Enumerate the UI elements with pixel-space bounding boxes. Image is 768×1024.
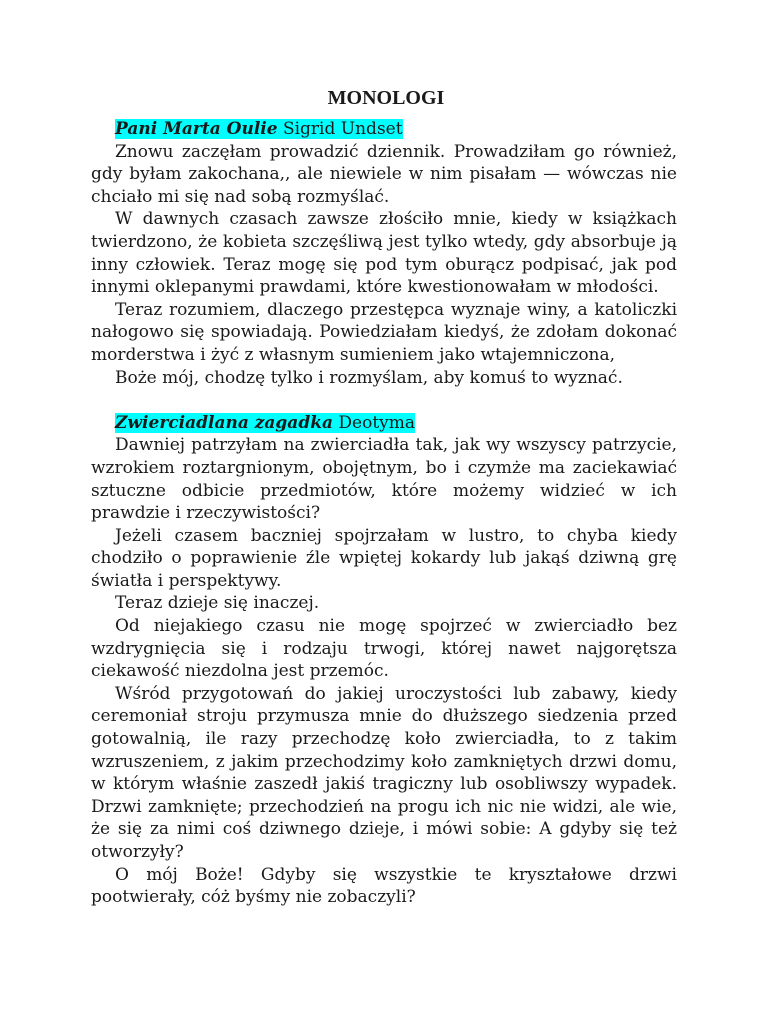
author-name: Deotyma <box>333 412 416 433</box>
paragraph: Od niejakiego czasu nie mogę spojrzeć w zwierciadło bez wzdrygnięcia się i rodzaju trwogi, której nawet najgorętsza ciekawość niezdolna jest przemóc. <box>91 616 677 682</box>
paragraph: O mój Boże! Gdyby się wszystkie te kryształowe drzwi pootwierały, cóż byśmy nie zobaczyli? <box>91 864 677 908</box>
paragraph: W dawnych czasach zawsze złościło mnie, kiedy w książkach twierdzono, że kobieta szczęśliwą jest tylko wtedy, gdy absorbuje ją inny człowiek. Teraz mogę się pod tym oburącz podpisać, jak pod innymi oklepanymi prawdami, które kwestionowałam w młodości. <box>91 209 677 298</box>
paragraph: Dawniej patrzyłam na zwierciadła tak, jak wy wszyscy patrzycie, wzrokiem roztargnionym, obojętnym, bo i czymże ma zaciekawiać sztuczne odbicie przedmiotów, które możemy widzieć w ich prawdzie i rzeczywistości? <box>91 435 677 524</box>
paragraph: Teraz dzieje się inaczej. <box>115 593 320 614</box>
section-heading <box>91 412 677 435</box>
document-title: MONOLOGI <box>327 87 445 109</box>
highlighted-heading <box>115 119 403 139</box>
author-name: Sigrid Undset <box>277 119 403 139</box>
work-title: Zwierciadlana zagadka <box>115 412 334 433</box>
section-heading <box>91 118 677 141</box>
paragraph: Teraz rozumiem, dlaczego przestępca wyznaje winy, a katoliczki nałogowo się spowiadają. Powiedziałam kiedyś, że zdołam dokonać morderstwa i żyć z własnym sumieniem jako wtajemniczona, <box>91 299 677 365</box>
work-title: Pani Marta Oulie <box>115 119 278 139</box>
section-1 <box>91 118 677 389</box>
highlighted-heading <box>115 413 415 433</box>
section-2 <box>91 412 677 909</box>
paragraph: Boże mój, chodzę tylko i rozmyślam, aby komuś to wyznać. <box>115 367 623 388</box>
paragraph: Jeżeli czasem baczniej spojrzałam w lustro, to chyba kiedy chodziło o poprawienie źle wpiętej kokardy lub jakąś dziwną grę światła i perspektywy. <box>91 525 677 591</box>
paragraph: Znowu zaczęłam prowadzić dziennik. Prowadziłam go również, gdy byłam zakochana,, ale niewiele w nim pisałam — wówczas nie chciało mi się nad sobą rozmyślać. <box>91 141 677 207</box>
document-page <box>91 86 677 909</box>
section-spacer <box>91 389 677 412</box>
paragraph: Wśród przygotowań do jakiej uroczystości lub zabawy, kiedy ceremoniał stroju przymusza mnie do dłuższego siedzenia przed gotowalnią, ile razy przechodzę koło zwierciadła, to z takim wzruszeniem, z jakim przechodzimy koło zamkniętych drzwi domu, w którym właśnie zaszedł jakiś tragiczny lub osobliwszy wypadek. Drzwi zamknięte; przechodzień na progu ich nic nie widzi, ale wie, że się za nimi coś dziwnego dzieje, i mówi sobie: A gdyby się też otworzyły? <box>91 683 677 862</box>
